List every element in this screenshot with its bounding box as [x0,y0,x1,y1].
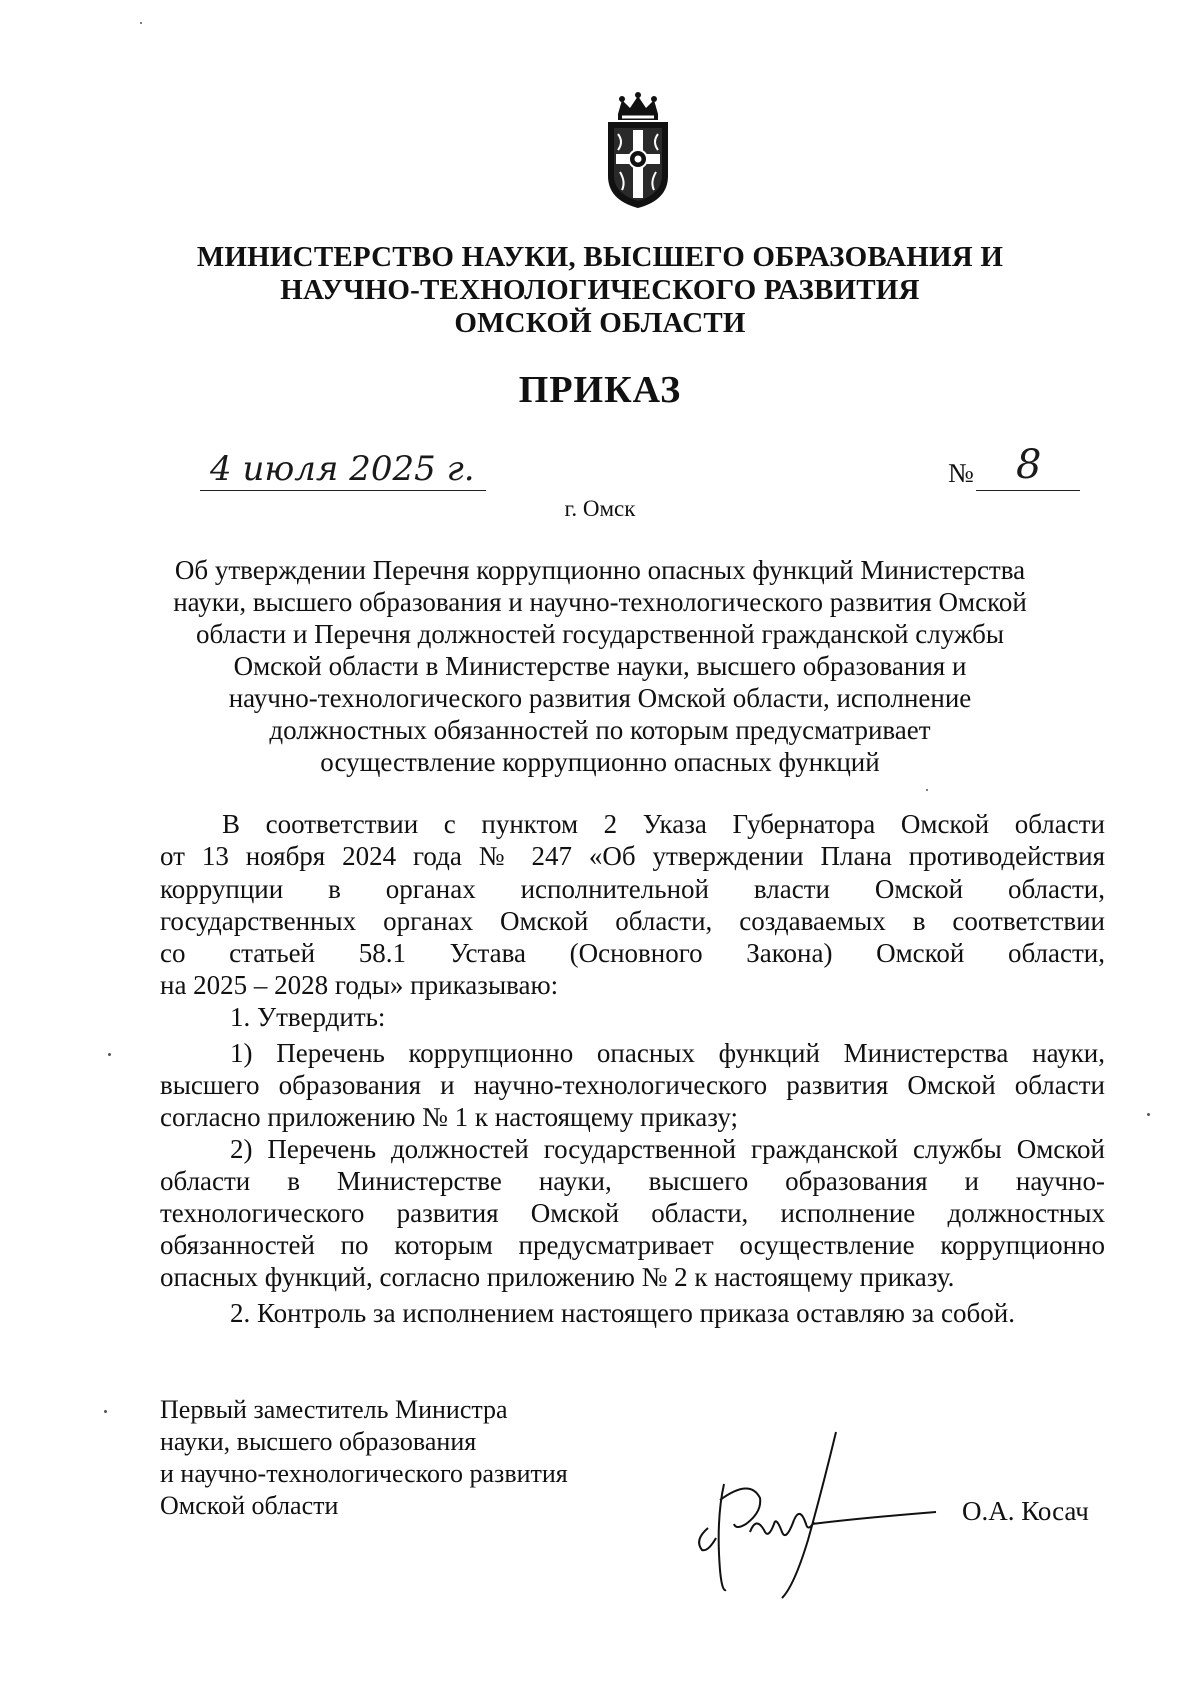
scan-speck [104,1410,107,1413]
ministry-name-line-3: ОМСКОЙ ОБЛАСТИ [454,307,746,339]
handwritten-signature [690,1420,940,1600]
subject-line: научно-технологического развития Омской области, исполнение [228,683,972,713]
scan-speck [1147,1113,1150,1116]
preamble-line: государственных органах Омской области, создаваемых в соответствии [160,906,1105,936]
signer-title-line: Омской области [160,1491,339,1520]
item-1-sub-1-line: согласно приложению № 1 к настоящему приказу; [160,1102,738,1132]
item-1-heading: 1. Утвердить: [230,1002,386,1032]
scan-speck [926,789,928,791]
item-1-sub-1-line: 1) Перечень коррупционно опасных функций Министерства науки, [230,1038,1105,1068]
number-label: № [948,458,974,488]
signer-name: О.А. Косач [962,1496,1089,1526]
handwritten-date: 4 июля 2025 г. [210,449,475,489]
subject-line: науки, высшего образования и научно-технологического развития Омской [173,587,1027,617]
signer-title-line: Первый заместитель Министра [160,1395,508,1424]
scan-speck [140,22,142,24]
scan-speck [108,1053,111,1056]
number-field [976,442,1080,491]
item-1-sub-2-line: обязанностей по которым предусматривает осуществление коррупционно [160,1230,1105,1260]
item-1-sub-2-line: 2) Перечень должностей государственной гражданской службы Омской [230,1134,1105,1164]
preamble-line: от 13 ноября 2024 года № 247 «Об утверждении Плана противодействия [160,841,1105,871]
subject-line: осуществление коррупционно опасных функций [320,747,880,777]
handwritten-number: 8 [1016,442,1042,488]
preamble-line: со статьей 58.1 Устава (Основного Закона) Омской области, [160,938,1105,968]
subject-line: должностных обязанностей по которым предусматривает [269,715,931,745]
signer-title-line: и научно-технологического развития [160,1459,568,1488]
ministry-name-line-1: МИНИСТЕРСТВО НАУКИ, ВЫСШЕГО ОБРАЗОВАНИЯ И [196,241,1004,273]
item-1-sub-2-line: опасных функций, согласно приложению № 2 к настоящему приказу. [160,1262,955,1292]
subject-line: Омской области в Министерстве науки, высшего образования и [233,651,967,681]
preamble-line: на 2025 – 2028 годы» приказываю: [160,970,559,1000]
item-1-sub-2-line: области в Министерстве науки, высшего образования и научно- [160,1166,1105,1196]
city-label: г. Омск [564,496,636,521]
item-1-sub-1-line: высшего образования и научно-технологического развития Омской области [160,1070,1105,1100]
coat-of-arms-icon [596,92,680,210]
subject-line: Об утверждении Перечня коррупционно опасных функций Министерства [174,555,1026,585]
date-field [200,448,486,491]
preamble-line: коррупции в органах исполнительной власти Омской области, [160,874,1105,904]
item-1-sub-2-line: технологического развития Омской области, исполнение должностных [160,1198,1105,1228]
preamble-line: В соответствии с пунктом 2 Указа Губернатора Омской области [222,809,1105,839]
subject-line: области и Перечня должностей государственной гражданской службы [195,619,1005,649]
ministry-name-line-2: НАУЧНО-ТЕХНОЛОГИЧЕСКОГО РАЗВИТИЯ [280,274,920,306]
signer-title-line: науки, высшего образования [160,1427,477,1456]
item-2-control: 2. Контроль за исполнением настоящего приказа оставляю за собой. [230,1298,1015,1328]
document-type-title: ПРИКАЗ [518,369,682,411]
